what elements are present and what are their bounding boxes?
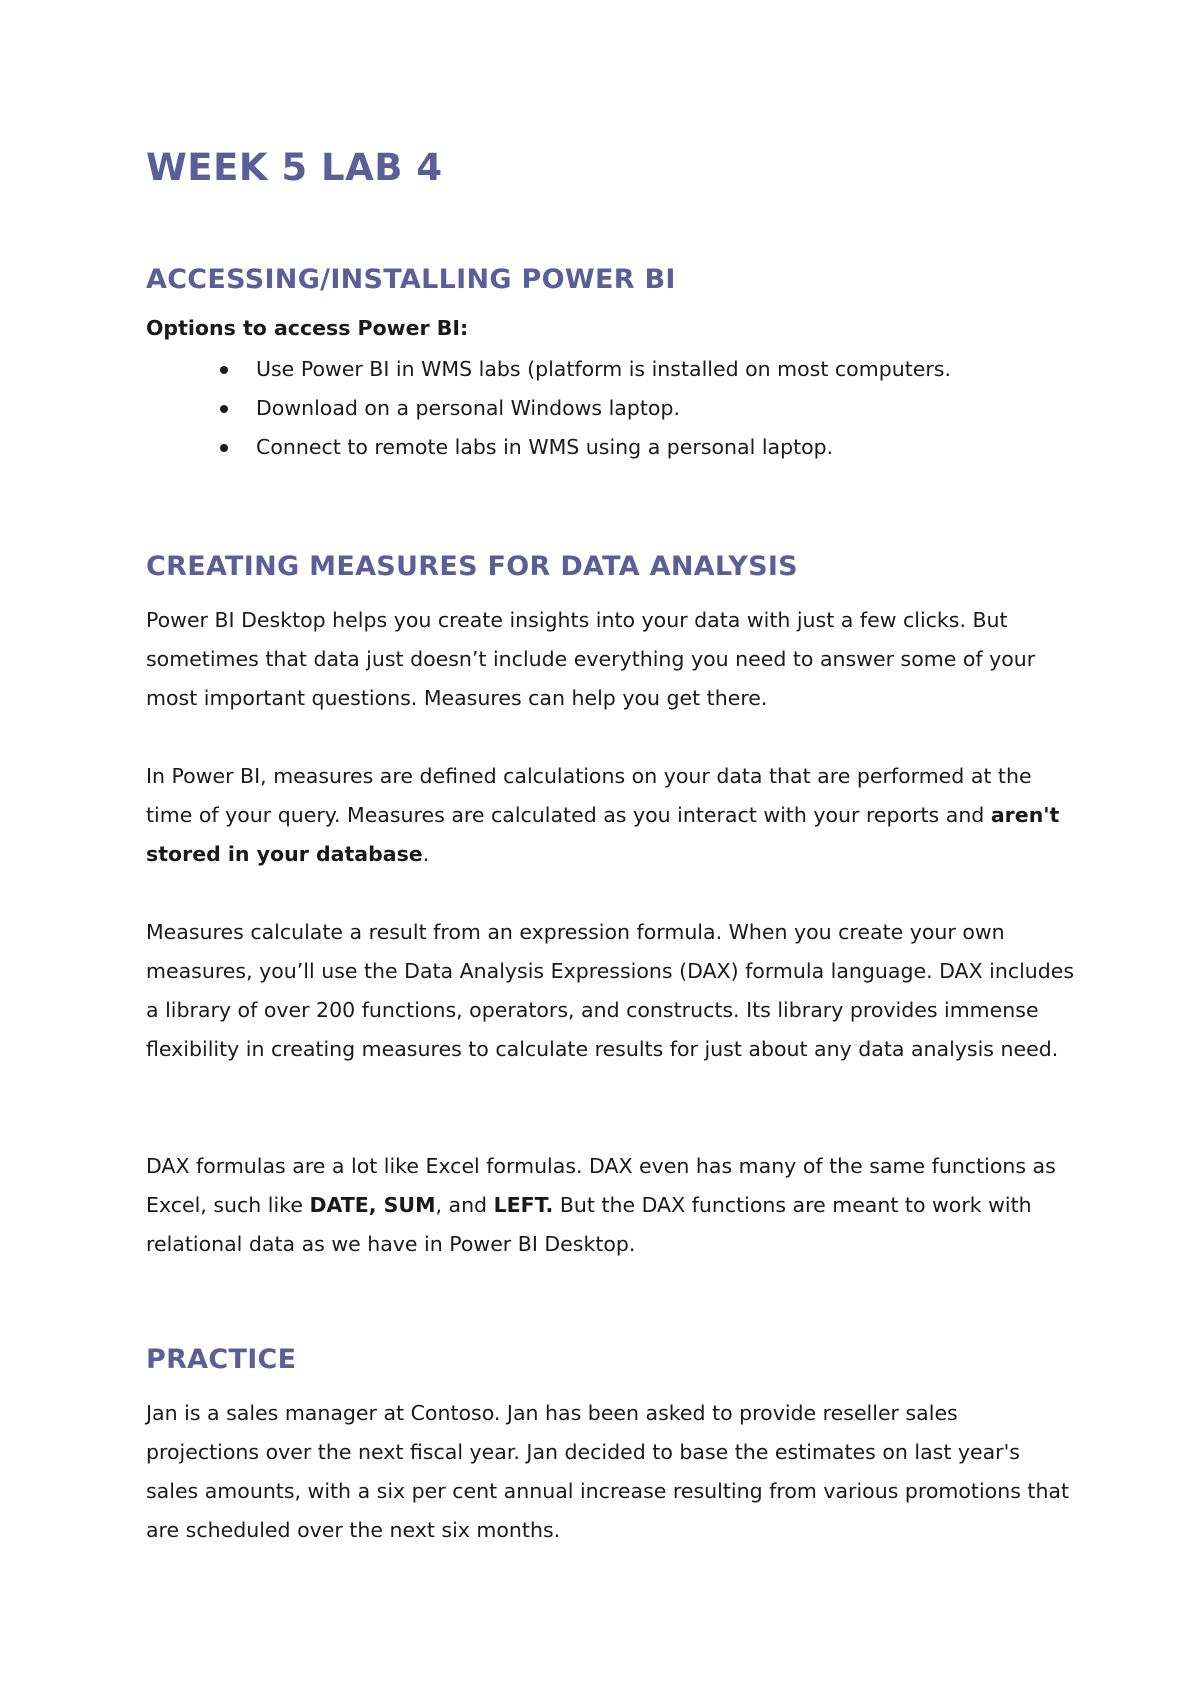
options-label: Options to access Power BI: xyxy=(146,316,469,340)
measures-paragraph-1: Power BI Desktop helps you create insights into your data with just a few clicks. But sometimes that data just doesn’t include everything you need to answer some of your most important questions. Measures can help you get there. xyxy=(146,608,1036,710)
heading-installing-power-bi: ACCESSING/INSTALLING POWER BI xyxy=(146,264,676,295)
measures-paragraph-3: Measures calculate a result from an expression formula. When you create your own measures, you’ll use the Data Analysis Expressions (DAX) formula language. DAX includes a library of over 200 functions, operators, and constructs. Its library provides immense flexibility in creating measures to calculate results for just about any data analysis need. xyxy=(146,920,1075,1061)
heading-practice: PRACTICE xyxy=(146,1344,297,1375)
paragraph-bold-text: DATE, SUM xyxy=(309,1193,436,1217)
list-item-text: Use Power BI in WMS labs (platform is installed on most computers. xyxy=(256,357,951,381)
list-item xyxy=(146,350,951,389)
list-item xyxy=(146,389,951,428)
heading-creating-measures: CREATING MEASURES FOR DATA ANALYSIS xyxy=(146,551,798,582)
paragraph-text: But the DAX functions are meant to work with relational data as we have in Power BI Desktop. xyxy=(146,1193,1032,1256)
paragraph-text: . xyxy=(422,842,430,866)
practice-paragraph-1: Jan is a sales manager at Contoso. Jan has been asked to provide reseller sales projections over the next fiscal year. Jan decided to base the estimates on last year's sales amounts, with a six per cent annual increase resulting from various promotions that are scheduled over the next six months. xyxy=(146,1401,1070,1542)
list-item-text: Connect to remote labs in WMS using a personal laptop. xyxy=(256,435,834,459)
bullet-icon xyxy=(220,366,228,374)
measures-paragraph-4 xyxy=(146,1147,1076,1264)
document-title: WEEK 5 LAB 4 xyxy=(146,146,443,189)
paragraph-bold-text: LEFT. xyxy=(493,1193,554,1217)
paragraph-text: , and xyxy=(435,1193,494,1217)
measures-paragraph-2 xyxy=(146,757,1076,874)
bullet-icon xyxy=(220,405,228,413)
list-item xyxy=(146,428,951,467)
paragraph-text: In Power BI, measures are defined calculations on your data that are performed at the time of your query. Measures are calculated as you interact with your reports and xyxy=(146,764,1032,827)
paragraph-text: DAX formulas are a lot like Excel formulas. DAX even has many of the same functions as Excel, such like xyxy=(146,1154,1056,1217)
options-list xyxy=(146,350,951,467)
list-item-text: Download on a personal Windows laptop. xyxy=(256,396,680,420)
paragraph-bold-text: aren't stored in your database xyxy=(146,803,1060,866)
bullet-icon xyxy=(220,444,228,452)
